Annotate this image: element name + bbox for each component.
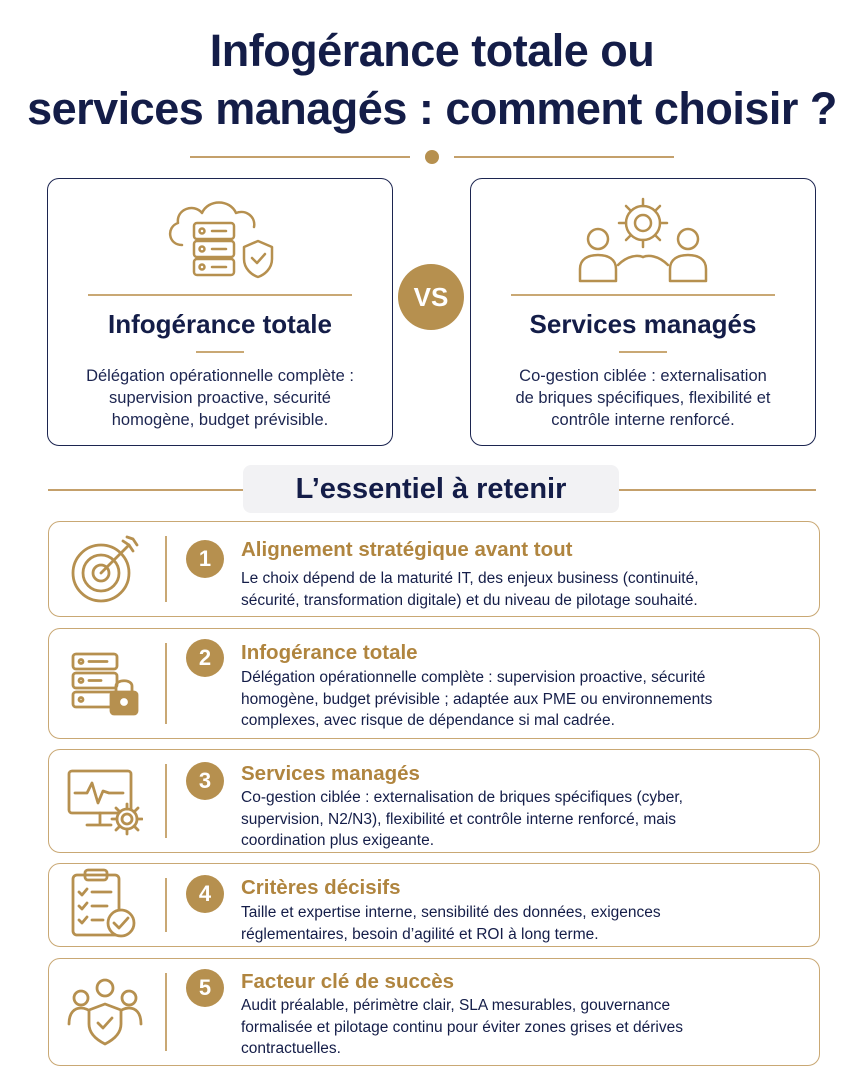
section-line-right (619, 489, 816, 491)
card-services-manages (470, 178, 816, 446)
item-divider (165, 764, 167, 838)
list-item-3 (48, 749, 820, 853)
item-title: Services managés (241, 762, 420, 785)
item-title: Facteur clé de succès (241, 970, 455, 993)
item-description: Délégation opérationnelle complète : supervision proactive, sécurité homogène, budget prévisible ; adaptée aux PME ou environnements complexes, avec risque de dépendance si mal cadrée. (241, 669, 713, 729)
item-number-badge: 2 (186, 639, 224, 677)
item-description: Taille et expertise interne, sensibilité des données, exigences réglementaires, besoin d’agilité et ROI à long terme. (241, 904, 661, 943)
card-separator (511, 294, 775, 296)
item-title: Alignement stratégique avant tout (241, 538, 573, 561)
server-lock-icon (67, 646, 143, 722)
item-number-badge: 5 (186, 969, 224, 1007)
item-divider (165, 878, 167, 932)
page-title (0, 22, 864, 138)
item-divider (165, 973, 167, 1051)
item-description: Co-gestion ciblée : externalisation de briques spécifiques (cyber, supervision, N2/N3), flexibilité et contrôle interne renforcé, mais coordination plus exigeante. (241, 789, 683, 849)
item-description: Audit préalable, périmètre clair, SLA mesurables, gouvernance formalisée et pilotage continu pour éviter zones grises et dérives contractuelles. (241, 997, 683, 1057)
vs-badge: VS (398, 264, 464, 330)
list-item-1 (48, 521, 820, 617)
team-shield-icon (67, 974, 143, 1050)
card-description: Délégation opérationnelle complète : supervision proactive, sécurité homogène, budget prévisible. (86, 367, 354, 429)
card-separator (88, 294, 352, 296)
people-gear-icon (568, 193, 718, 287)
monitor-gear-icon (67, 763, 143, 839)
item-divider (165, 643, 167, 724)
item-number-badge: 3 (186, 762, 224, 800)
page-title-line1: Infogérance totale ou (209, 25, 655, 76)
list-item-4 (48, 863, 820, 947)
title-divider (190, 150, 674, 164)
section-title: L’essentiel à retenir (243, 465, 619, 513)
card-description: Co-gestion ciblée : externalisation de briques spécifiques, flexibilité et contrôle interne renforcé. (515, 367, 771, 429)
divider-dot (425, 150, 439, 164)
card-title: Infogérance totale (108, 309, 332, 339)
item-title: Infogérance totale (241, 641, 418, 664)
item-number-badge: 1 (186, 540, 224, 578)
card-title-underline (619, 351, 667, 353)
item-description: Le choix dépend de la maturité IT, des enjeux business (continuité, sécurité, transformation digitale) et du niveau de pilotage souhaité. (241, 570, 699, 609)
section-line-left (48, 489, 243, 491)
target-arrow-icon (67, 531, 143, 607)
item-number-badge: 4 (186, 875, 224, 913)
server-cloud-shield-icon (160, 193, 280, 287)
card-title-underline (196, 351, 244, 353)
list-item-5 (48, 958, 820, 1066)
page-title-line2: services managés : comment choisir ? (27, 83, 837, 134)
card-infogerance-totale (47, 178, 393, 446)
list-item-2 (48, 628, 820, 739)
clipboard-check-icon (67, 867, 143, 943)
card-title: Services managés (529, 309, 757, 339)
item-divider (165, 536, 167, 602)
item-title: Critères décisifs (241, 876, 401, 899)
